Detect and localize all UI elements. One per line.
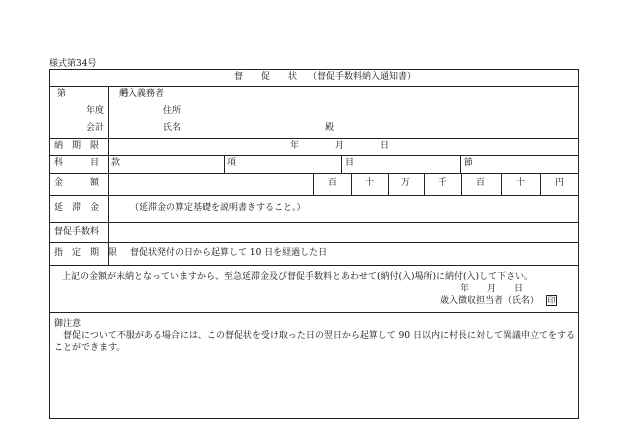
officer-label: 歳入徴収担当者（氏名） <box>440 296 540 306</box>
deadline-date: 年 月 日 <box>290 141 390 151</box>
late-fee-label: 延 滞 金 <box>54 203 100 213</box>
form-frame <box>49 69 579 419</box>
amount-unit: 万 <box>401 178 411 188</box>
number-label: 第 号 <box>57 89 130 99</box>
seal-mark: 印 <box>547 296 556 305</box>
designated-deadline-label: 指 定 期 限 <box>54 248 118 258</box>
name-label: 氏名 <box>163 123 182 133</box>
form-subtitle: （督促手数料納入通知書） <box>308 72 417 82</box>
subject-moku: 目 <box>345 158 355 168</box>
payer-label: 納入義務者 <box>119 89 165 99</box>
form-number: 様式第34号 <box>49 59 97 69</box>
subject-kan: 款 <box>111 158 121 168</box>
deadline-label: 納 期 限 <box>54 141 100 151</box>
amount-label: 金 額 <box>54 178 100 188</box>
honorific: 殿 <box>325 123 335 133</box>
subject-setsu: 節 <box>464 158 474 168</box>
notice-date: 年 月 日 <box>460 284 524 294</box>
subject-label: 科 目 <box>54 158 100 168</box>
address-label: 住所 <box>163 106 182 116</box>
caution-text: 督促について不服がある場合には、この督促状を受け取った日の翌日から起算して 90 日以内に村長に対して異議申立てをすることができます。 <box>54 331 575 353</box>
subject-kou: 項 <box>227 158 237 168</box>
caution-title: 御注意 <box>54 319 82 329</box>
late-fee-note: （延滞金の算定基礎を説明書きすること。） <box>130 203 306 213</box>
amount-unit: 百 <box>476 178 486 188</box>
fee-label: 督促手数料 <box>54 227 100 237</box>
year-label: 年度 <box>86 106 105 116</box>
amount-unit: 円 <box>555 178 565 188</box>
designated-deadline-text: 督促状発付の日から起算して 10 日を経過した日 <box>130 248 328 258</box>
amount-unit: 千 <box>438 178 448 188</box>
amount-unit: 十 <box>516 178 526 188</box>
account-label: 会計 <box>86 123 105 133</box>
notice-text: 上記の金額が未納となっていますから、至急延滞金及び督促手数料とあわせて(納付(入)場所)に納付(入)して下さい。 <box>62 272 534 282</box>
amount-unit: 百 <box>328 178 338 188</box>
form-title: 督 促 状 <box>234 72 298 82</box>
amount-unit: 十 <box>365 178 375 188</box>
